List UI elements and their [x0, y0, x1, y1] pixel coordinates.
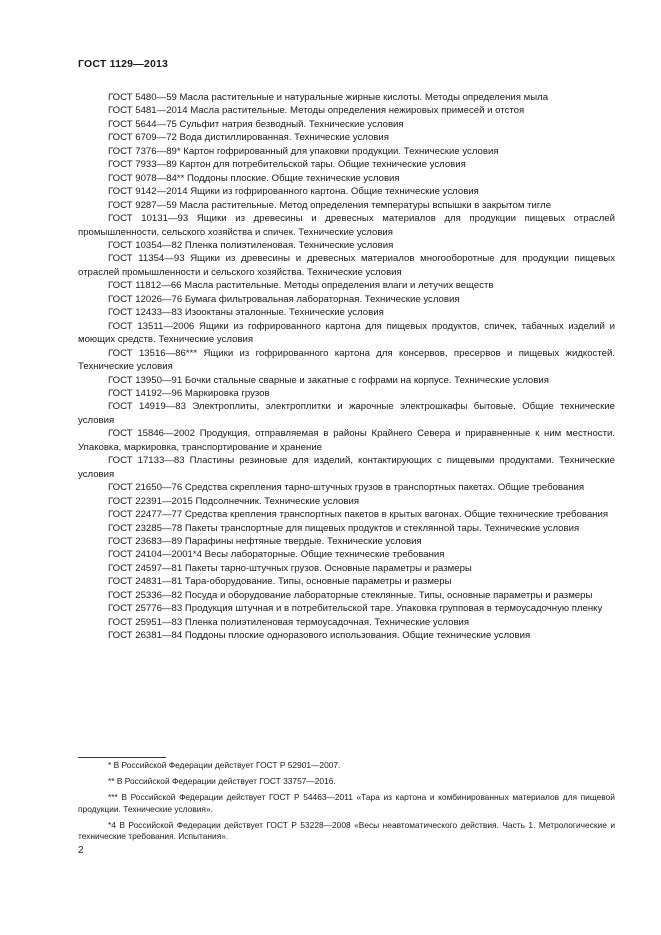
reference-item: ГОСТ 10131—93 Ящики из древесины и древесных материалов для продукции пищевых отраслей промышленности, сельского хозяйства и спичек. Технические условия: [78, 213, 615, 238]
footnote: *4 В Российской Федерации действует ГОСТ Р 53228—2008 «Весы неавтоматического действия. Часть 1. Метрологические и технические требования. Испытания».: [78, 819, 615, 842]
reference-item: ГОСТ 11812—66 Масла растительные. Методы определения влаги и летучих веществ: [108, 280, 494, 292]
reference-item: ГОСТ 5480—59 Масла растительные и натуральные жирные кислоты. Методы определения мыла: [108, 92, 549, 103]
reference-item: ГОСТ 24104—2001*4 Весы лабораторные. Общие технические требования: [108, 549, 445, 561]
reference-item: ГОСТ 23683—89 Парафины нефтяные твердые. Технические условия: [108, 535, 422, 547]
footnote: * В Российской Федерации действует ГОСТ Р 52901—2007.: [108, 760, 341, 770]
reference-item: ГОСТ 11354—93 Ящики из древесины и древесных материалов многооборотные для продукции пищевых отраслей промышленности и сельского хозяйства. Технические условия: [78, 253, 615, 278]
reference-item: ГОСТ 25776—83 Продукция штучная и в потребительской таре. Упаковка групповая в термоусадочную пленку: [108, 603, 603, 615]
reference-item: ГОСТ 21650—76 Средства скрепления тарно-штучных грузов в транспортных пакетах. Общие требования: [108, 482, 585, 494]
reference-item: ГОСТ 9142—2014 Ящики из гофрированного картона. Общие технические условия: [108, 186, 479, 198]
reference-item: ГОСТ 24831—81 Тара-оборудование. Типы, основные параметры и размеры: [108, 576, 452, 588]
page-header-title: ГОСТ 1129—2013: [78, 58, 169, 70]
reference-item: ГОСТ 12026—76 Бумага фильтровальная лабораторная. Технические условия: [108, 293, 460, 305]
reference-item: ГОСТ 9078—84** Поддоны плоские. Общие технические условия: [108, 172, 400, 184]
reference-item: ГОСТ 13511—2006 Ящики из гофрированного картона для пищевых продуктов, спичек, табачных изделий и моющих средств. Технические условия: [78, 320, 615, 346]
reference-item: ГОСТ 22477—77 Средства крепления транспортных пакетов в крытых вагонах. Общие технические требования: [108, 509, 609, 521]
reference-item: ГОСТ 12433—83 Изооктаны эталонные. Технические условия: [108, 307, 384, 319]
reference-item: ГОСТ 5644—75 Сульфит натрия безводный. Технические условия: [108, 118, 404, 130]
reference-item: ГОСТ 23285—78 Пакеты транспортные для пищевых продуктов и стеклянной тары. Технические условия: [108, 522, 580, 534]
reference-item: ГОСТ 5481—2014 Масла растительные. Методы определения нежировых примесей и отстоя: [108, 105, 525, 117]
reference-item: ГОСТ 13516—86*** Ящики из гофрированного картона для консервов, пресервов и пищевых жидкостей. Технические условия: [78, 347, 615, 373]
footnote: ** В Российской Федерации действует ГОСТ 33757—2016.: [108, 776, 336, 787]
reference-item: ГОСТ 7376—89* Картон гофрированный для упаковки продукции. Технические условия: [108, 145, 499, 157]
reference-item: ГОСТ 14919—83 Электроплиты, электроплитки и жарочные электрошкафы бытовые. Общие технические условия: [78, 401, 615, 426]
reference-item: ГОСТ 17133—83 Пластины резиновые для изделий, контактирующих с пищевыми продуктами. Технические условия: [78, 455, 615, 480]
references-list: [78, 91, 615, 643]
reference-item: ГОСТ 7933—89 Картон для потребительской тары. Общие технические условия: [108, 159, 466, 171]
page-number: 2: [78, 845, 84, 856]
reference-item: ГОСТ 22391—2015 Подсолнечник. Технические условия: [108, 495, 360, 507]
reference-item: ГОСТ 9287—59 Масла растительные. Метод определения температуры вспышки в закрытом тигле: [108, 199, 552, 211]
reference-item: ГОСТ 15846—2002 Продукция, отправляемая в районы Крайнего Севера и приравненные к ним местности. Упаковка, маркировка, транспортирование и хранение: [78, 428, 615, 453]
footnote: *** В Российской Федерации действует ГОСТ Р 54463—2011 «Тара из картона и комбинированных материалов для пищевой продукции. Технические условия».: [78, 792, 615, 814]
reference-item: ГОСТ 25336—82 Посуда и оборудование лабораторные стеклянные. Типы, основные параметры и размеры: [108, 589, 593, 601]
reference-item: ГОСТ 26381—84 Поддоны плоские одноразового использования. Общие технические условия: [108, 630, 531, 642]
reference-item: ГОСТ 14192—96 Маркировка грузов: [108, 387, 270, 399]
reference-item: ГОСТ 6709—72 Вода дистиллированная. Технические условия: [108, 132, 389, 144]
footnotes-list: [78, 760, 615, 842]
reference-item: ГОСТ 13950—91 Бочки стальные сварные и закатные с гофрами на корпусе. Технические условия: [108, 374, 549, 386]
reference-item: ГОСТ 25951—83 Пленка полиэтиленовая термоусадочная. Технические условия: [108, 616, 470, 628]
reference-item: ГОСТ 10354—82 Пленка полиэтиленовая. Технические условия: [108, 239, 394, 251]
footnote-separator: [78, 757, 166, 758]
reference-item: ГОСТ 24597—81 Пакеты тарно-штучных грузов. Основные параметры и размеры: [108, 562, 472, 574]
